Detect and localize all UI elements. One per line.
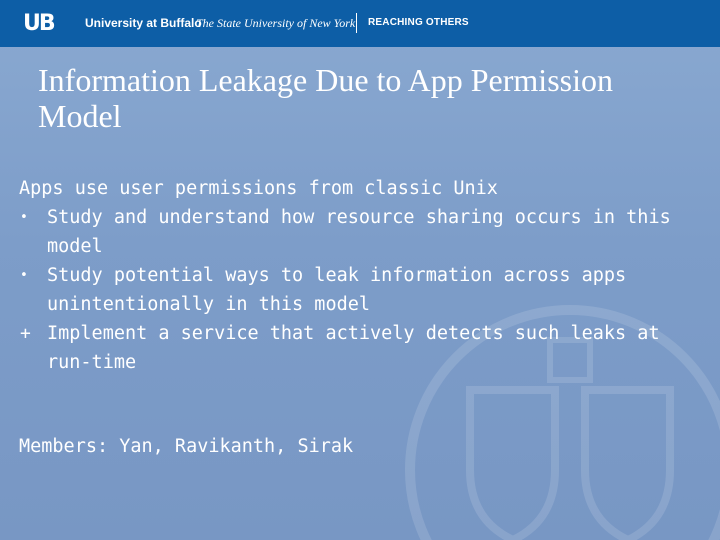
bullet-icon: • (20, 268, 28, 283)
tagline: The State University of New York (196, 16, 356, 30)
bullet-item (19, 203, 709, 261)
bullet-item (19, 319, 709, 377)
bullet-text: Implement a service that actively detects such leaks at run-time (47, 323, 660, 373)
header-divider (356, 13, 357, 33)
header-bar (0, 0, 720, 47)
bullet-item (19, 261, 709, 319)
slide-title: Information Leakage Due to App Permission Model (38, 62, 613, 134)
motto: REACHING OTHERS (368, 17, 469, 28)
ub-logo: UB (23, 11, 54, 36)
bullet-text: Study potential ways to leak information across apps unintentionally in this model (47, 265, 627, 315)
plus-bullet-icon: + (20, 323, 31, 344)
members-text: Members: Yan, Ravikanth, Sirak (19, 436, 354, 457)
slide-body (19, 174, 709, 377)
bullet-icon: • (20, 210, 28, 225)
bullet-text: Study and understand how resource sharing occurs in this model (47, 207, 671, 257)
intro-text: Apps use user permissions from classic Unix (19, 178, 498, 199)
org-name: University at Buffalo (85, 16, 202, 30)
